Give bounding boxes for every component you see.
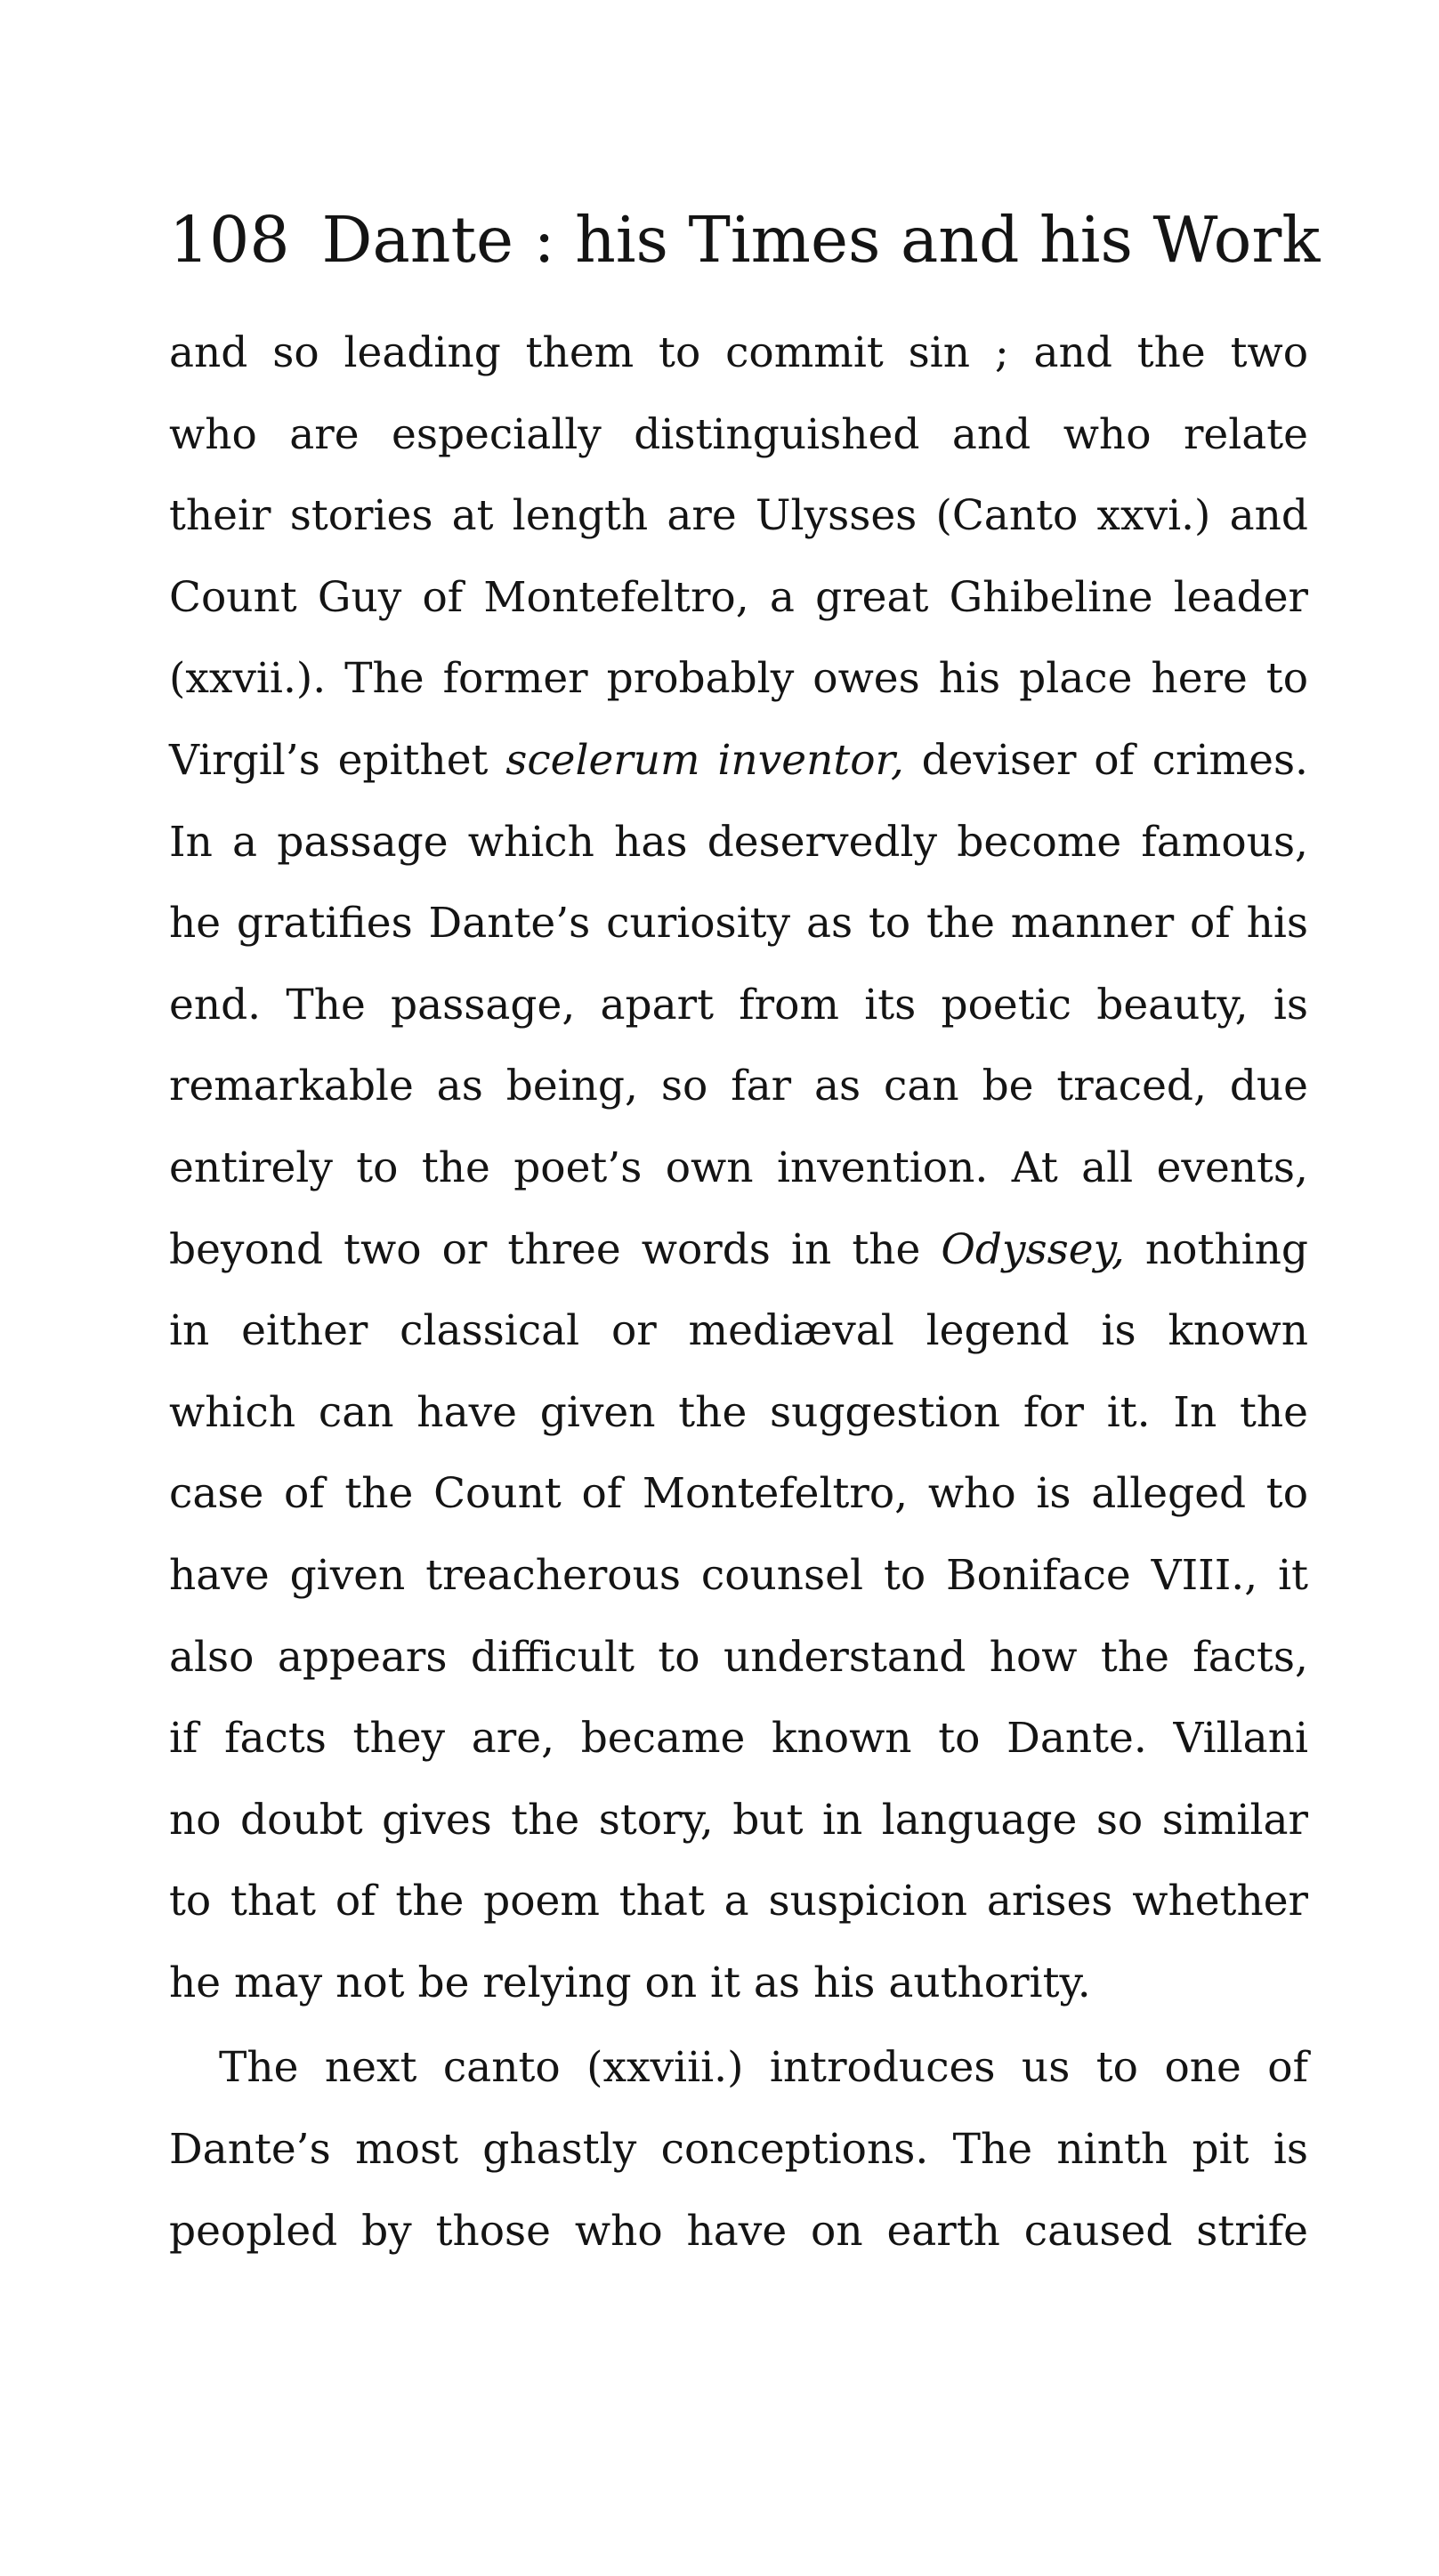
text-line: which can have given the suggestion for it. In the bbox=[169, 1387, 1308, 1437]
text-line: no doubt gives the story, but in language so similar bbox=[169, 1795, 1308, 1845]
body-text bbox=[169, 312, 1308, 2272]
text-line: and so leading them to commit sin ; and the two bbox=[169, 328, 1308, 377]
text-line: he may not be relying on it as his authority. bbox=[169, 1958, 1091, 2007]
text-line: who are especially distinguished and who relate bbox=[169, 409, 1308, 459]
text-line: Dante’s most ghastly conceptions. The ninth pit is bbox=[169, 2125, 1308, 2175]
text-line: their stories at length are Ulysses (Canto xxvi.) and bbox=[169, 491, 1308, 541]
text-line: Count Guy of Montefeltro, a great Ghibeline leader bbox=[169, 572, 1308, 622]
running-head bbox=[169, 200, 1321, 280]
paragraph-1 bbox=[169, 312, 1308, 2023]
text-line: have given treacherous counsel to Boniface VIII., it bbox=[169, 1550, 1308, 1600]
text-line: entirely to the poet’s own invention. At all events, bbox=[169, 1143, 1308, 1192]
text-line: In a passage which has deservedly become famous, bbox=[169, 817, 1308, 867]
text-line: if facts they are, became known to Dante. Villani bbox=[169, 1714, 1308, 1764]
text-line: (xxvii.). The former probably owes his place here to bbox=[169, 654, 1308, 704]
text-line: peopled by those who have on earth caused strife bbox=[169, 2206, 1308, 2256]
text-line: in either classical or mediæval legend is known bbox=[169, 1306, 1308, 1356]
text-line: case of the Count of Montefeltro, who is alleged to bbox=[169, 1469, 1308, 1519]
text-line: beyond two or three words in the Odyssey, nothing bbox=[169, 1224, 1308, 1274]
book-page bbox=[169, 200, 1321, 2272]
text-line: also appears difficult to understand how the facts, bbox=[169, 1632, 1308, 1682]
text-line: Virgil’s epithet scelerum inventor, deviser of crimes. bbox=[169, 735, 1308, 785]
text-line: The next canto (xxviii.) introduces us to one of bbox=[219, 2043, 1308, 2093]
text-line: he gratifies Dante’s curiosity as to the manner of his bbox=[169, 899, 1308, 949]
italic-latin-phrase: scelerum inventor, bbox=[505, 735, 904, 785]
text-line: to that of the poem that a suspicion arises whether bbox=[169, 1877, 1308, 1926]
paragraph-2 bbox=[169, 2027, 1308, 2272]
running-title: Dante : his Times and his Work bbox=[321, 203, 1321, 277]
text-line: remarkable as being, so far as can be traced, due bbox=[169, 1062, 1308, 1111]
italic-title-odyssey: Odyssey, bbox=[941, 1224, 1125, 1274]
page-number: 108 bbox=[169, 203, 290, 277]
text-line: end. The passage, apart from its poetic beauty, is bbox=[169, 980, 1308, 1030]
